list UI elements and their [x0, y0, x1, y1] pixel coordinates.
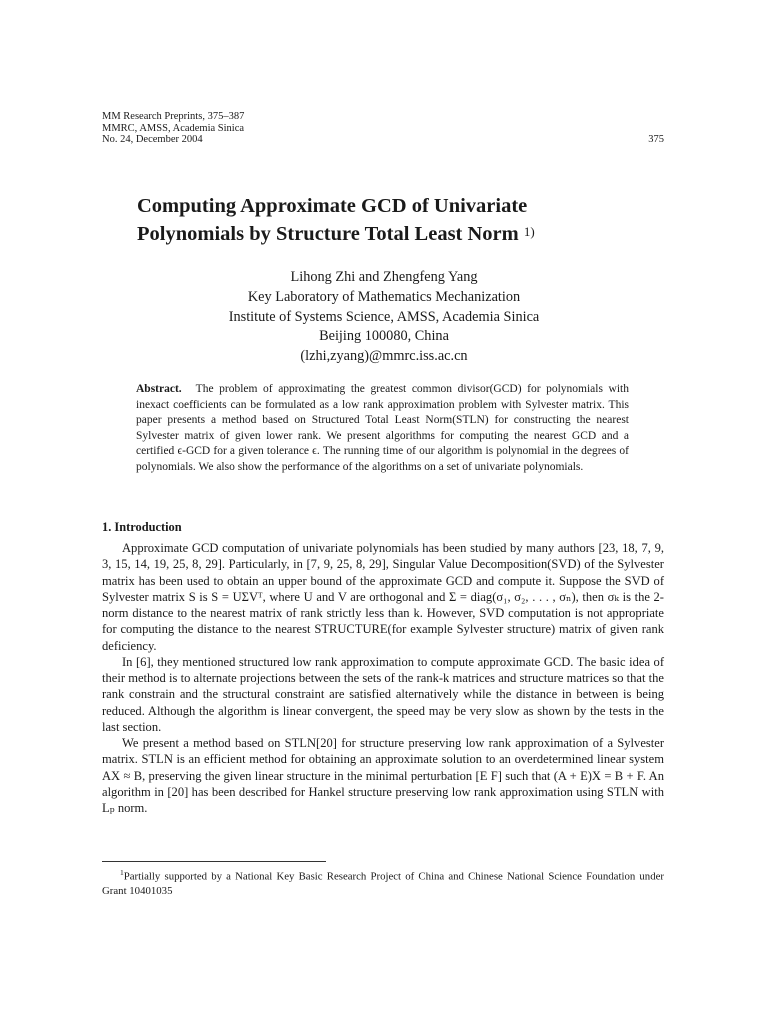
header-series: MM Research Preprints, 375–387: [102, 111, 245, 122]
title-line-2-text: Polynomials by Structure Total Least Norm: [137, 223, 519, 245]
paragraph-2: In [6], they mentioned structured low rank approximation to compute approximate GCD. The basic idea of their method is to alternate projections between the sets of the rank-k matrices and structure matrices so that the rank constrain and the structural constraint are satisfied alternatively while the distance in between is being reduced. Although the algorithm is linear convergent, the speed may be very slow as shown by the tests in the last section.: [102, 654, 664, 734]
header-institution: MMRC, AMSS, Academia Sinica: [102, 122, 245, 134]
body-text: [102, 540, 664, 816]
author-block: [0, 268, 768, 367]
abstract-text: The problem of approximating the greatest common divisor(GCD) for polynomials with inexact coefficients can be formulated as a low rank approximation problem with Sylvester matrix. This paper presents a method based on Structured Total Least Norm(STLN) for constructing the nearest Sylvester matrix of given lower rank. We present algorithms for computing the nearest GCD and a certified ϵ-GCD for a given tolerance ϵ. The running time of our algorithm is polynomial in the degrees of polynomials. We also show the performance of the algorithms on a set of univariate polynomials.: [136, 383, 629, 473]
author-names: Lihong Zhi and Zhengfeng Yang: [290, 269, 478, 285]
preprint-header: [102, 111, 664, 146]
title-footnote-mark: 1): [523, 224, 535, 239]
footnote-mark: 1: [120, 868, 124, 877]
affiliation-lab: Key Laboratory of Mathematics Mechanization: [247, 288, 521, 305]
abstract: [136, 382, 629, 475]
paragraph-3: We present a method based on STLN[20] for structure preserving low rank approximation of a Sylvester matrix. STLN is an efficient method for obtaining an approximate solution to an overdetermined linear system AX ≈ B, preserving the given linear structure in the minimal perturbation [E F] such that (A + E)X = B + F. An algorithm in [20] has been described for Hankel structure preserving low rank approximation using STLN with Lₚ norm.: [102, 736, 664, 815]
footnote-text: Partially supported by a National Key Basic Research Project of China and Chinese National Science Foundation under Grant 10401035: [102, 870, 664, 898]
title-line-1: Computing Approximate GCD of Univariate: [137, 195, 528, 217]
paragraph-1: Approximate GCD computation of univariate polynomials has been studied by many authors [23, 18, 7, 9, 3, 15, 14, 19, 25, 8, 29]. Particularly, in [7, 9, 25, 8, 29], Singular Value Decomposition(SVD) of the Sylvester matrix has been used to obtain an upper bound of the approximate GCD and compute it. Suppose the SVD of Sylvester matrix S is S = UΣVᵀ, where U and V are orthogonal and Σ = diag(σ₁, σ₂, . . . , σₙ), then σₖ is the 2-norm distance to the nearest matrix of rank strictly less than k. However, SVD computation is not appropriate for computing the distance to the nearest STRUCTURE(for example Sylvester structure) matrix of given rank deficiency.: [102, 541, 664, 653]
section-heading: 1. Introduction: [102, 520, 182, 534]
paper-title: [137, 192, 667, 250]
footnote-content: [102, 866, 664, 899]
page-number: 375: [648, 134, 664, 145]
header-issue: No. 24, December 2004: [102, 134, 203, 145]
footnote-divider: [102, 861, 326, 862]
abstract-label: Abstract.: [136, 383, 182, 395]
title-line-2: [137, 220, 667, 250]
affiliation-institute: Institute of Systems Science, AMSS, Academia Sinica: [228, 308, 540, 325]
author-email: (lzhi,zyang)@mmrc.iss.ac.cn: [300, 348, 468, 365]
author-address: Beijing 100080, China: [319, 328, 449, 345]
footnote: [102, 866, 664, 899]
